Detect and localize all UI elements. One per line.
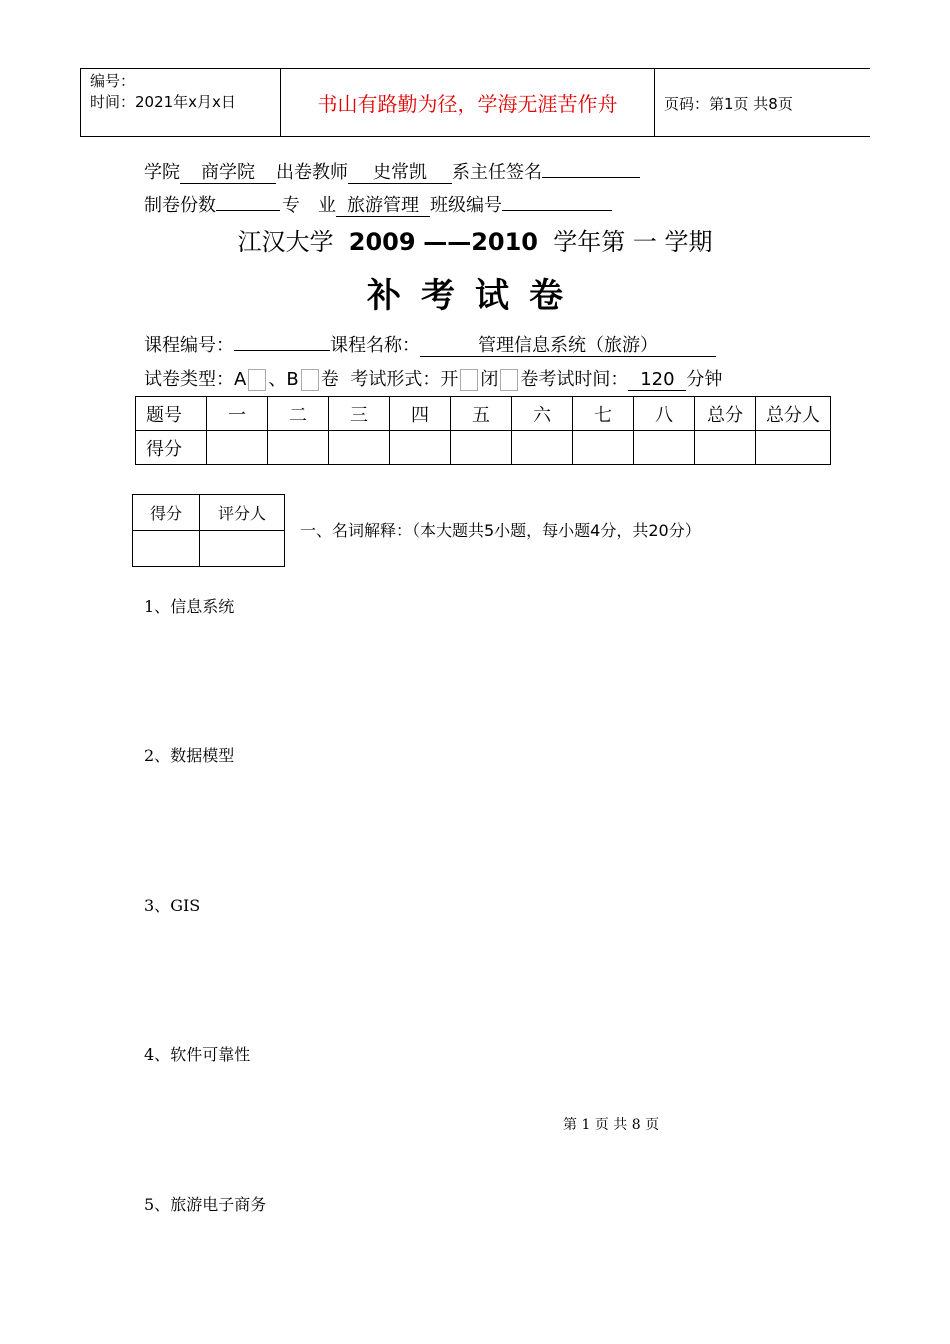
score-cell[interactable] [207,431,268,465]
year-start: 2009 [348,228,416,256]
question-number: 1、 [144,597,171,616]
info-line-1 [144,158,640,184]
question-number-header: 题号 [136,397,207,431]
question-number: 2、 [144,746,171,765]
score-cell[interactable] [390,431,451,465]
question-text: 软件可靠性 [170,1045,251,1064]
school-name: 江汉大学 [237,228,334,256]
section-4-header: 四 [390,397,451,431]
grader-table [132,494,285,567]
question-text: 数据模型 [170,746,235,765]
exam-time-label: 考试时间： [538,369,629,390]
course-name-value: 管理信息系统（旅游） [420,336,716,357]
score-cell[interactable] [268,431,329,465]
score-cell[interactable] [451,431,512,465]
closed-book-checkbox[interactable] [500,369,518,391]
page-label: 页码：第1页 共8页 [664,95,793,113]
question-item [144,594,234,617]
grader-score-cell[interactable] [133,531,200,567]
exam-time-value: 120 [628,370,686,391]
total-grader-header: 总分人 [756,397,831,431]
course-line-2 [144,365,722,391]
teacher-value: 史常凯 [348,163,452,184]
course-name-label: 课程名称： [330,335,420,356]
form-suffix: 卷 [520,369,539,390]
question-number: 4、 [144,1045,171,1064]
score-cell[interactable] [573,431,634,465]
grader-name-header: 评分人 [200,495,285,531]
question-item [144,1042,250,1065]
paper-type-label: 试卷类型：A [144,369,247,390]
score-cell[interactable] [512,431,573,465]
section-3-header: 三 [329,397,390,431]
type-b-checkbox[interactable] [301,369,319,391]
question-text: 信息系统 [170,597,235,616]
question-item [144,743,234,766]
term: 学年第 一 学期 [553,228,713,256]
score-cell[interactable] [695,431,756,465]
course-code-label: 课程编号： [144,335,234,356]
score-cell[interactable] [756,431,831,465]
type-a-checkbox[interactable] [248,369,266,391]
section-heading: 一、名词解释：（本大题共5小题，每小题4分，共20分） [300,521,701,540]
number-label: 编号： [90,72,136,90]
exam-year-title [0,222,950,257]
question-number: 5、 [144,1195,171,1214]
exam-time-unit: 分钟 [686,369,723,390]
section-6-header: 六 [512,397,573,431]
copies-label: 制卷份数 [144,195,216,216]
college-value: 商学院 [180,163,276,184]
open-book-checkbox[interactable] [460,369,478,391]
grader-name-cell[interactable] [200,531,285,567]
section-7-header: 七 [573,397,634,431]
major-label: 专 业 [282,195,336,216]
director-label: 系主任签名 [452,162,542,183]
major-value: 旅游管理 [336,196,430,217]
info-line-2 [144,191,612,217]
header-meta [90,71,236,113]
divider [80,69,81,136]
total-header: 总分 [695,397,756,431]
section-8-header: 八 [634,397,695,431]
score-cell[interactable] [634,431,695,465]
question-item [144,1192,266,1215]
exam-title: 补考试卷 [367,276,583,316]
type-b-label: 、B [268,369,299,390]
section-2-header: 二 [268,397,329,431]
course-code-field[interactable] [234,350,330,351]
question-text: 旅游电子商务 [170,1195,267,1214]
year-dash: —— [423,228,472,256]
question-number: 3、 [144,896,171,915]
score-table [135,396,831,465]
section-5-header: 五 [451,397,512,431]
score-cell[interactable] [329,431,390,465]
director-signature-field[interactable] [542,177,640,178]
course-line-1 [144,331,716,357]
class-field[interactable] [502,210,612,211]
exam-form-label: 考试形式：开 [350,369,459,390]
grader-score-header: 得分 [133,495,200,531]
teacher-label: 出卷教师 [276,162,348,183]
time-label: 时间：2021年x月x日 [90,93,236,111]
college-label: 学院 [144,162,180,183]
question-text: GIS [170,896,201,915]
question-item [144,893,200,916]
type-suffix: 卷 [320,369,339,390]
class-label: 班级编号 [430,195,502,216]
copies-field[interactable] [216,210,280,211]
year-end: 2010 [471,228,538,256]
page-header [80,68,870,137]
closed-label: 闭 [480,369,499,390]
score-header-row [136,397,831,431]
motto: 书山有路勤为径，学海无涯苦作舟 [317,92,618,116]
score-row-label: 得分 [136,431,207,465]
score-row [136,431,831,465]
page-footer: 第 1 页 共 8 页 [563,1117,660,1133]
section-1-header: 一 [207,397,268,431]
